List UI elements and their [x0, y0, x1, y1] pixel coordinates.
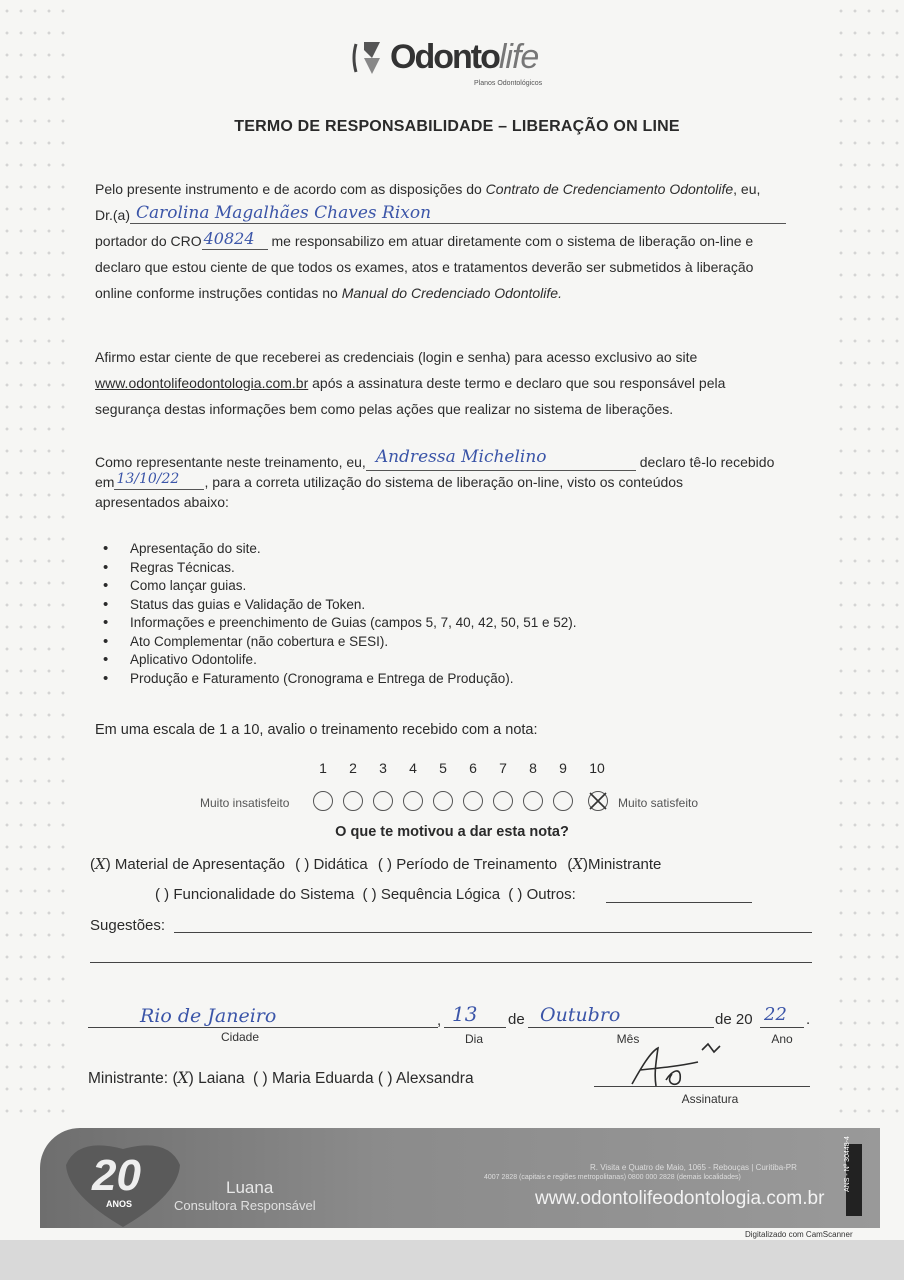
- rating-option-4[interactable]: [403, 791, 423, 811]
- logo-tagline: Planos Odontológicos: [474, 80, 543, 87]
- ministrante-row: Ministrante: (X) Laiana ( ) Maria Eduarda ( ) Alexsandra: [88, 1069, 474, 1087]
- scale-number: 4: [409, 760, 417, 776]
- list-item: • Produção e Faturamento (Cronograma e Entrega de Produção).: [130, 670, 745, 689]
- city-line[interactable]: [88, 1027, 438, 1028]
- motivation-option[interactable]: ( ) Funcionalidade do Sistema: [155, 886, 355, 903]
- paragraph-treinamento: Como representante neste treinamento, eu, Andressa Michelino declaro tê-lo recebido em 13/10/22 , para a correta utilização do sistema de liberação on-line, visto os conteúdos apresentados abaixo:: [95, 447, 775, 510]
- motivation-option[interactable]: (X)Ministrante: [567, 855, 662, 873]
- rating-option-5[interactable]: [433, 791, 453, 811]
- rating-option-9[interactable]: [553, 791, 573, 811]
- rating-prompt: Em uma escala de 1 a 10, avalio o treinamento recebido com a nota:: [95, 722, 538, 738]
- city-label: Cidade: [220, 1030, 260, 1044]
- scale-number: 8: [529, 760, 537, 776]
- text-de-20: de 20: [715, 1011, 753, 1028]
- motivation-question: O que te motivou a dar esta nota?: [335, 824, 569, 840]
- month-line[interactable]: [528, 1027, 714, 1028]
- scale-number: 3: [379, 760, 387, 776]
- outros-input-line[interactable]: [606, 902, 752, 903]
- year-label: Ano: [771, 1032, 793, 1046]
- paragraph-credenciais: Afirmo estar ciente de que receberei as credenciais (login e senha) para acesso exclusivo ao site www.odontolifeodontologia.com.br após a assinatura deste termo e declaro que sou responsável pela segurança destas informações bem como pelas ações que realizar no sistema de liberações.: [95, 349, 726, 417]
- motivation-option[interactable]: ( ) Sequência Lógica: [362, 886, 501, 903]
- scale-number: 1: [319, 760, 327, 776]
- list-item: • Status das guias e Validação de Token.: [130, 596, 745, 615]
- decorative-dots-right: [834, 0, 904, 1120]
- handwritten-cro: 40824: [203, 229, 255, 248]
- motivation-option[interactable]: ( ) Didática: [295, 856, 368, 873]
- rating-option-1[interactable]: [313, 791, 333, 811]
- scale-high-label: Muito satisfeito: [618, 796, 699, 810]
- list-item: • Ato Complementar (não cobertura e SESI).: [130, 633, 745, 652]
- suggestions-line-2[interactable]: [90, 962, 812, 963]
- rating-option-2[interactable]: [343, 791, 363, 811]
- list-item: • Apresentação do site.: [130, 540, 745, 559]
- handwritten-day: 13: [452, 1002, 478, 1026]
- scale-number: 10: [589, 760, 605, 776]
- rating-option-10-selected[interactable]: [588, 791, 608, 811]
- site-link[interactable]: www.odontolifeodontologia.com.br: [95, 375, 309, 391]
- ministrante-option[interactable]: ( ) Maria Eduarda: [252, 1070, 374, 1087]
- signature-label: Assinatura: [681, 1092, 739, 1106]
- signature-scribble-icon: [620, 1040, 730, 1092]
- motivation-row-2: [155, 886, 576, 903]
- rating-option-7[interactable]: [493, 791, 513, 811]
- handwritten-x-mark-icon: [589, 792, 607, 810]
- suggestions-label: Sugestões:: [90, 917, 166, 934]
- badge-number: 20: [92, 1151, 141, 1200]
- list-item: • Como lançar guias.: [130, 577, 745, 596]
- handwritten-month: Outubro: [540, 1004, 621, 1026]
- consultant-name: Luana: [226, 1178, 274, 1197]
- badge-sub: ANOS: [106, 1199, 133, 1209]
- rating-option-8[interactable]: [523, 791, 543, 811]
- scale-low-label: Muito insatisfeito: [200, 796, 290, 810]
- handwritten-dentist-name: Carolina Magalhães Chaves Rixon: [136, 203, 432, 223]
- document-page: Odontolife Planos Odontológicos TERMO DE RESPONSABILIDADE – LIBERAÇÃO ON LINE Pelo presente instrumento e de acordo com as disposições do Contrato de Credenciamento Odontolife, eu, Dr.(a) Carolina Magalhães Chaves Rixon portador do CRO 40824 me responsabilizo em atuar diretamente com o sistema de liberação on-line e declaro que estou ciente de que todos os exames, atos e tratamentos deverão ser submetidos à liberação online conforme instruções contidas no Manual do Credenciado Odontolife. Afirmo estar ciente de que receberei as credenciais (login e senha) para acesso exclusivo ao site www.odontolifeodontologia.com.br após a assinatura deste termo e declaro que sou responsável pela segurança destas informações bem como pelas ações que realizar no sistema de liberações. Como representante neste treinamento, eu, Andressa Michelino declaro tê-lo recebido em 13/10/22 , para a correta utilização do sistema de liberação on-line, visto os conteúdos apresentados abaixo: • Apresentação do site. • Regras Técnicas. • Como lançar guias. • Status das guias e Validação de Token. • Informações e preenchimento de Guias (campos 5, 7, 40, 42, 50, 51 e 52). • Ato Complementar (não cobertura e SESI). • Aplicativo Odontolife. • Produção e Faturamento (Cronograma e Entrega de Produção). Em uma escala de 1 a 10, avalio o treinamento recebido com a nota: 1 2 3 4 5 6 7 8 9 10 Muito insatisfeito Muito satisfeito O que te motivou a dar esta nota? (X) Material de Apresentação ( ) Didática ( ) Período de Treinamento (X)Ministrante ( ) Funcionalidade do Sistema ( ) Sequência Lógica ( ) Outros: Sugestões: Rio de Janeiro , 13 de Outubro de 20 22 . Cidade Dia Mês Ano Ministrante: (X) Laiana ( ) Maria Eduarda ( ) Alexsandra Assinatura 20 ANOS Luana Consultora Responsável R. Visita e Quatro de Maio, 1065 - Rebouças | Curitiba-PR 4007 2828 (capitais e regiões metropolitanas) 0800 000 2828 (demais localidades) www.odontolifeodontologia.com.br ANS - Nº 30448-4: [0, 0, 904, 1240]
- rating-option-6[interactable]: [463, 791, 483, 811]
- handwritten-year: 22: [764, 1004, 787, 1025]
- day-label: Dia: [464, 1032, 483, 1046]
- footer-phones: 4007 2828 (capitais e regiões metropolitanas) 0800 000 2828 (demais localidades): [484, 1174, 741, 1181]
- day-line[interactable]: [444, 1027, 506, 1028]
- motivation-option[interactable]: ( ) Período de Treinamento: [377, 856, 558, 873]
- consultant-role: Consultora Responsável: [174, 1198, 316, 1213]
- handwritten-training-date: 13/10/22: [116, 471, 180, 487]
- handwritten-representative-name: Andressa Michelino: [375, 447, 547, 467]
- list-item: • Aplicativo Odontolife.: [130, 651, 745, 670]
- suggestions-line-1[interactable]: [174, 932, 812, 933]
- decorative-dots-left: [0, 0, 70, 1120]
- anniversary-badge: [58, 1135, 188, 1231]
- scale-number: 5: [439, 760, 447, 776]
- footer-site: www.odontolifeodontologia.com.br: [535, 1188, 825, 1209]
- scale-number: 2: [349, 760, 357, 776]
- list-item: • Informações e preenchimento de Guias (campos 5, 7, 40, 42, 50, 51 e 52).: [130, 614, 745, 633]
- motivation-option[interactable]: (X) Material de Apresentação: [90, 855, 285, 873]
- motivation-option[interactable]: ( ) Outros:: [508, 886, 576, 903]
- odontolife-logo: [352, 36, 582, 96]
- text-de: de: [508, 1011, 525, 1028]
- ministrante-option[interactable]: (X) Laiana: [172, 1069, 245, 1087]
- handwritten-city: Rio de Janeiro: [140, 1005, 277, 1027]
- scale-number: 9: [559, 760, 567, 776]
- ans-registration-tag: ANS - Nº 30448-4: [846, 1144, 862, 1216]
- ministrante-option[interactable]: ( ) Alexsandra: [377, 1070, 474, 1087]
- signature-line[interactable]: [594, 1086, 810, 1087]
- month-label: Mês: [616, 1032, 640, 1046]
- document-title: TERMO DE RESPONSABILIDADE – LIBERAÇÃO ON LINE: [234, 118, 680, 135]
- footer-address: R. Visita e Quatro de Maio, 1065 - Rebouças | Curitiba-PR: [590, 1163, 797, 1172]
- logo-mark-icon: [352, 38, 386, 78]
- scale-number: 7: [499, 760, 507, 776]
- year-line[interactable]: [760, 1027, 804, 1028]
- logo-wordmark: Odontolife: [390, 38, 539, 76]
- rating-option-3[interactable]: [373, 791, 393, 811]
- scanner-watermark: Digitalizado com CamScanner: [745, 1230, 853, 1239]
- scale-number: 6: [469, 760, 477, 776]
- motivation-row-1: [90, 855, 661, 873]
- list-item: • Regras Técnicas.: [130, 559, 745, 578]
- content-list: [95, 540, 745, 688]
- paragraph-credenciamento: Pelo presente instrumento e de acordo com as disposições do Contrato de Credenciamento Odontolife, eu, Dr.(a) Carolina Magalhães Chaves Rixon portador do CRO 40824 me responsabilizo em atuar diretamente com o sistema de liberação on-line e declaro que estou ciente de que todos os exames, atos e tratamentos deverão ser submetidos à liberação online conforme instruções contidas no Manual do Credenciado Odontolife.: [95, 176, 815, 306]
